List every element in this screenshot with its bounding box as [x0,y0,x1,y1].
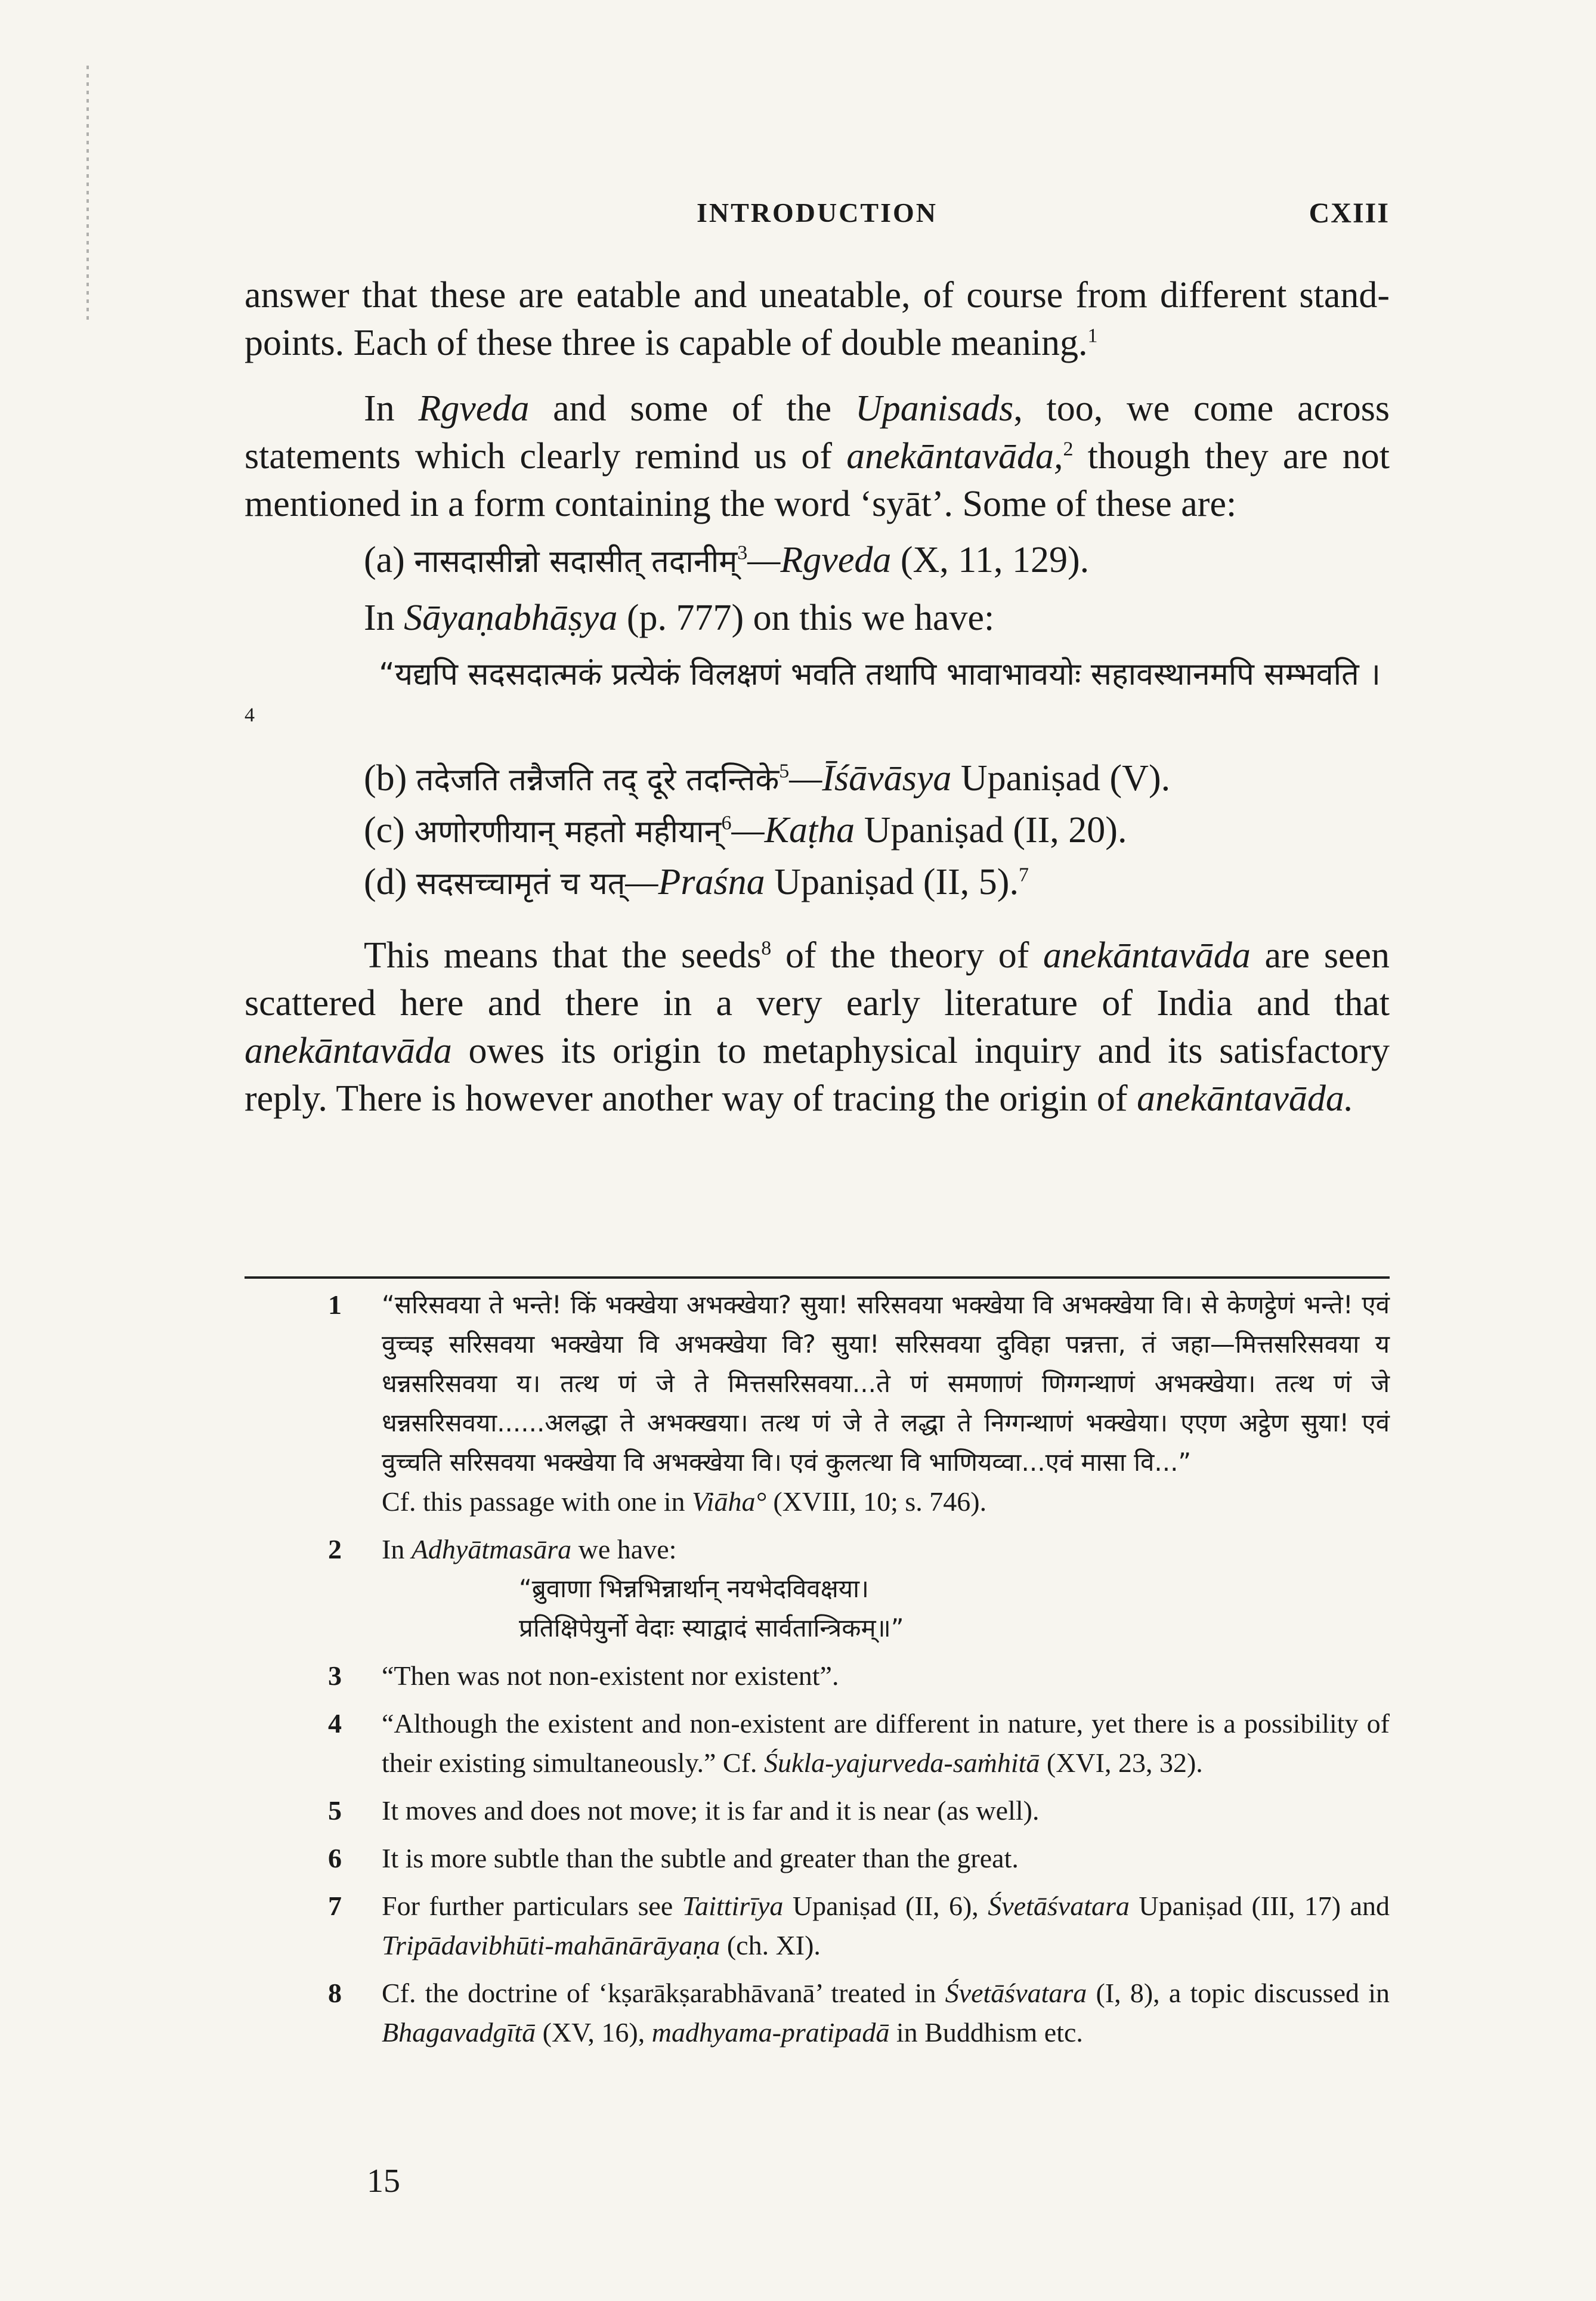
footnote-ref: 2 [1063,438,1074,460]
work-title: Śukla-yajurveda-saṁhitā [763,1748,1040,1778]
text-run: though they are not mentioned in a form containing the word ‘syāt’. Some of these are: [245,436,1390,524]
source-ref: (X, 11, 129). [891,540,1090,580]
paragraph-1 [245,271,1390,367]
footnote-number: 5 [328,1795,342,1826]
paragraph-2 [245,385,1390,528]
footnote-number: 3 [328,1660,342,1691]
text-run: in Buddhism etc. [889,2017,1083,2048]
paragraph-1-text: answer that these are eatable and uneatable, of course from different stand-points. Each of these three is capable of double meaning. [245,275,1390,363]
term: madhyama-pratipadā [651,2017,890,2048]
footnote-1-cf [382,1482,1390,1521]
text-run: Cf. the doctrine of ‘kṣarākṣarabhāvanā’ treated in [382,1978,945,2008]
work-title: Śvetāśvatara [988,1891,1130,1921]
footnote-number: 1 [328,1289,342,1320]
footnote-ref: 8 [761,937,772,960]
work-title: Viāha° [692,1486,766,1517]
text-run: (p. 777) on this we have: [617,598,995,638]
text-run: and some of the [529,388,855,429]
text-run: , too, we come across statements which clearly remind us of [245,388,1390,477]
sayana-line [364,594,1390,642]
page-edge-mark [86,66,89,322]
signature-mark: 15 [367,2163,400,2200]
source-title: —Kaṭha [731,810,855,850]
work-title: Sāyaṇabhāṣya [404,598,618,638]
text-run: Cf. this passage with one in [382,1486,692,1517]
footnote-3 [322,1656,1390,1696]
text-run: are seen scattered here and there in a very early literature of India and that [245,935,1390,1023]
sanskrit-text: तदेजति तन्नैजति तद् दूरे तदन्तिके [416,762,780,798]
source-title: —Rgveda [747,540,892,580]
example-d [364,858,1390,908]
footnote-5 [322,1791,1390,1830]
footnote-ref: 5 [779,760,790,783]
footnotes [322,1285,1390,2061]
text-run: For further particulars see [382,1891,682,1921]
term: anekāntavāda. [1137,1078,1354,1119]
footnote-2 [322,1530,1390,1648]
paragraph-3 [245,932,1390,1122]
example-label: (c) [364,810,405,850]
footnote-number: 4 [328,1708,342,1739]
work-title: Rgveda [418,388,530,429]
text-run: Upaniṣad (II, 6), [783,1891,988,1921]
main-text [245,271,1390,1122]
example-label: (b) [364,758,407,799]
text-run: In [364,388,419,429]
text-run: In [382,1534,412,1564]
text-run: In [364,598,404,638]
text-run: of the theory of [771,935,1044,976]
running-head [245,197,1390,239]
work-title: Adhyātmasāra [411,1534,572,1564]
running-head-title: INTRODUCTION [696,197,938,228]
example-label: (d) [364,862,407,902]
footnote-1 [322,1285,1390,1521]
page-number: CXIII [1309,197,1390,229]
source-title: —Īśāvāsya [789,758,952,799]
sanskrit-text: नासदासीन्नो सदासीत् तदानीम् [414,544,738,580]
footnote-number: 8 [328,1978,342,2008]
text-run: (I, 8), a topic discussed in [1087,1978,1390,2008]
text-run: (XVI, 23, 32). [1040,1748,1203,1778]
footnote-number: 2 [328,1534,342,1564]
footnote-8 [322,1974,1390,2052]
text-run: Upaniṣad (III, 17) and [1129,1891,1390,1921]
footnote-number: 7 [328,1891,342,1921]
example-b [364,754,1390,804]
text-run: “Although the existent and non-existent are different in nature, yet there is a possibility of their existing simultaneously.” Cf. [382,1708,1390,1778]
example-label: (a) [364,540,405,580]
work-title: Śvetāśvatara [945,1978,1087,2008]
footnote-ref: 1 [1087,324,1098,347]
work-title: Upanisads [855,388,1014,429]
work-title: Tripādavibhūti-mahānārāyaṇa [382,1930,720,1960]
prakrit-passage: “सरिसवया ते भन्ते! किं भक्खेया अभक्खेया? सुया! सरिसवया भक्खेया वि अभक्खेया वि। से केणट्ठेणं भन्ते! एवं वुच्चइ सरिसवया भक्खेया वि अभक्खेया वि? सुया! सरिसवया दुविहा पन्नत्ता, तं जहा—मित्तसरिसवया य धन्नसरिसवया य। तत्थ णं जे ते मित्तसरिसवया...ते णं समणाणं णिग्गन्थाणं अभक्खेया। तत्थ णं जे धन्नसरिसवया......अलद्धा ते अभक्खया। तत्थ णं जे ते लद्धा ते निग्गन्थाणं भक्खेया। एएण अट्ठेण सुया! एवं वुच्चति सरिसवया भक्खेया वि अभक्खेया वि। एवं कुलत्था वि भाणियव्वा...एवं मासा वि...” [382,1290,1390,1477]
example-c [364,806,1390,856]
footnote-text: “Then was not non-existent nor existent”. [382,1660,839,1691]
text-run: This means that the seeds [364,935,762,976]
footnote-7 [322,1886,1390,1965]
term: anekāntavāda [245,1031,452,1071]
footnote-ref: 4 [245,704,255,726]
example-a [364,536,1390,586]
footnote-text: It moves and does not move; it is far and it is near (as well). [382,1795,1040,1826]
text-run: owes its origin to metaphysical inquiry and its satisfactory reply. There is however another way of tracing the origin of [245,1031,1390,1119]
footnote-divider [245,1276,1390,1279]
footnote-ref: 3 [737,542,748,564]
term: anekāntavāda [1043,935,1251,976]
text-run: (ch. XI). [720,1930,821,1960]
work-title: Bhagavadgītā [382,2017,536,2048]
footnote-2-intro [382,1530,1390,1569]
sanskrit-text: अणोरणीयान् महतो महीयान् [414,814,722,850]
sayana-quote [245,650,1390,746]
text-run: we have: [571,1534,677,1564]
text-run: (XVIII, 10; s. 746). [766,1486,987,1517]
source-ref: Upaniṣad (V). [951,758,1171,799]
term: anekāntavāda, [846,436,1063,477]
sanskrit-text: सदसच्चामृतं च यत् [416,866,626,902]
footnote-ref: 6 [721,812,732,834]
source-ref: Upaniṣad (II, 5). [765,862,1019,902]
footnote-4 [322,1704,1390,1783]
source-title: —Praśna [625,862,765,902]
sanskrit-text: “यद्यपि सदसदात्मकं प्रत्येकं विलक्षणं भवति तथापि भावाभावयोः सहावस्थानमपि सम्भवति । [379,657,1381,692]
verse-line: प्रतिक्षिपेयुर्नो वेदाः स्याद्वादं सार्वतान्त्रिकम्॥” [519,1613,904,1643]
verse-line: “ब्रुवाणा भिन्नभिन्नार्थान् नयभेदविवक्षया। [519,1574,869,1603]
footnote-number: 6 [328,1843,342,1873]
source-ref: Upaniṣad (II, 20). [855,810,1127,850]
footnote-text: It is more subtle than the subtle and greater than the great. [382,1843,1019,1873]
footnote-6 [322,1839,1390,1878]
work-title: Taittirīya [682,1891,784,1921]
text-run: (XV, 16), [536,2017,652,2048]
footnote-ref: 7 [1018,864,1029,886]
